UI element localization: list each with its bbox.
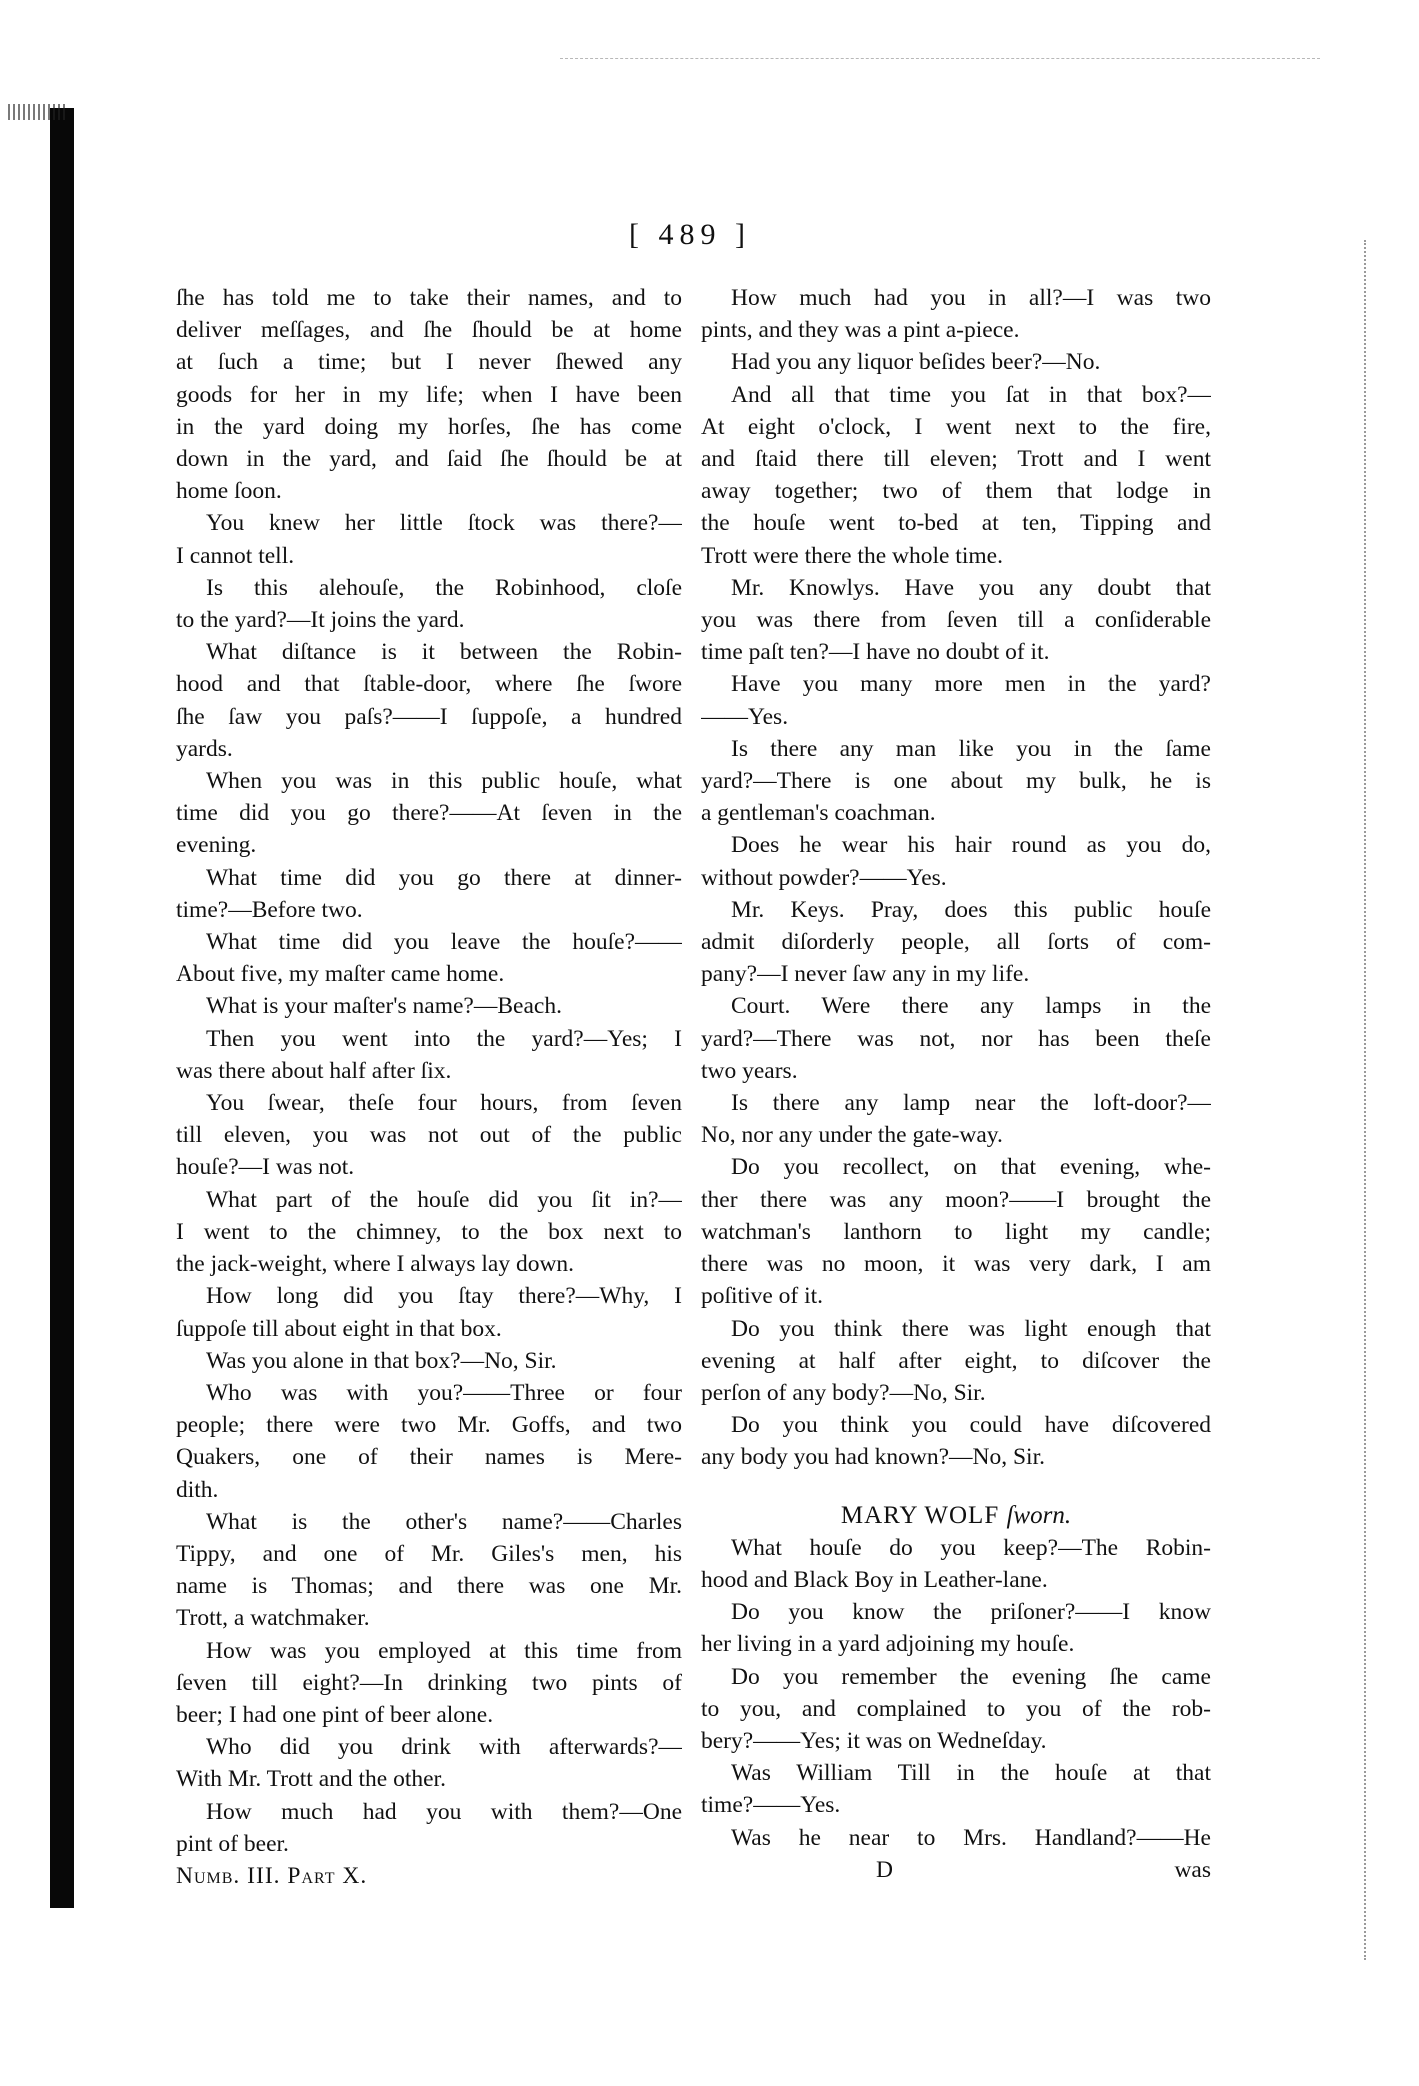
page-right-edge [1364, 240, 1366, 1960]
text-line: a gentleman's coachman. [701, 800, 936, 827]
text-line: pints, and they was a pint a-piece. [701, 317, 1020, 344]
text-line: bery?——Yes; it was on Wedneſday. [701, 1727, 1047, 1754]
text-line: time?—Before two. [176, 896, 363, 923]
part-number: Numb. III. Part X. [176, 1862, 368, 1889]
book-spine-shadow [50, 108, 74, 1908]
text-line: Does he wear his hair round as you do, [731, 832, 1211, 859]
text-line: Court. Were there any lamps in the [731, 993, 1211, 1020]
text-line: Do you remember the evening ſhe came [731, 1663, 1211, 1690]
text-line: ſuppoſe till about eight in that box. [176, 1315, 502, 1342]
text-line: without powder?——Yes. [701, 864, 947, 891]
text-line: No, nor any under the gate-way. [701, 1122, 1003, 1149]
text-line: perſon of any body?—No, Sir. [701, 1379, 986, 1406]
text-line: to the yard?—It joins the yard. [176, 607, 465, 634]
text-line: pany?—I never ſaw any in my life. [701, 961, 1030, 988]
text-line: the jack-weight, where I always lay down. [176, 1251, 575, 1278]
text-line: About five, my maſter came home. [176, 961, 505, 988]
text-line: Then you went into the yard?—Yes; I [206, 1025, 682, 1052]
catchword: was [1174, 1856, 1211, 1883]
text-line: at ſuch a time; but I never ſhewed any [176, 349, 682, 376]
page-number: [ 489 ] [629, 218, 751, 251]
text-line: ſhe has told me to take their names, and to [176, 285, 682, 311]
text-line: ſeven till eight?—In drinking two pints of [176, 1669, 682, 1696]
text-line: Quakers, one of their names is Mere- [176, 1444, 682, 1471]
text-line: time?——Yes. [701, 1792, 841, 1819]
footer-left [176, 1860, 682, 1892]
text-line: poſitive of it. [701, 1283, 824, 1310]
text-line: What is your maſter's name?—Beach. [206, 993, 562, 1020]
text-line: dith. [176, 1476, 219, 1503]
text-line: goods for her in my life; when I have been [176, 381, 682, 408]
text-line: beer; I had one pint of beer alone. [176, 1701, 494, 1728]
text-line: Trott were there the whole time. [701, 542, 1003, 569]
text-line: any body you had known?—No, Sir. [701, 1444, 1045, 1471]
text-line: How long did you ſtay there?—Why, I [206, 1283, 682, 1310]
right-column [701, 282, 1211, 1886]
text-line: I went to the chimney, to the box next to [176, 1218, 682, 1245]
spine-edge-marks [8, 104, 68, 120]
witness-sworn: ſworn. [1006, 1501, 1072, 1529]
text-line: ——Yes. [701, 703, 789, 730]
signature-mark: D [876, 1856, 893, 1883]
text-line: How much had you in all?—I was two [731, 285, 1211, 311]
text-line: was there about half after ſix. [176, 1057, 452, 1084]
left-column [176, 282, 682, 1892]
text-line: there was no moon, it was very dark, I am [701, 1251, 1211, 1278]
text-line: to you, and complained to you of the rob- [701, 1695, 1211, 1722]
text-line: What time did you go there at dinner- [206, 864, 682, 891]
text-line: With Mr. Trott and the other. [176, 1766, 446, 1793]
text-line: Do you know the priſoner?——I know [731, 1599, 1211, 1626]
text-line: till eleven, you was not out of the public [176, 1122, 682, 1149]
text-line: Had you any liquor beſides beer?—No. [731, 349, 1101, 376]
text-line: home ſoon. [176, 478, 282, 505]
text-line: Mr. Keys. Pray, does this public houſe [731, 896, 1211, 923]
section-gap [701, 1474, 1211, 1500]
text-line: What diſtance is it between the Robin- [206, 639, 682, 666]
text-line: Mr. Knowlys. Have you any doubt that [731, 574, 1211, 601]
text-line: You ſwear, theſe four hours, from ſeven [206, 1090, 682, 1117]
text-line: What part of the houſe did you ſit in?— [206, 1186, 682, 1213]
text-line: What time did you leave the houſe?—— [206, 929, 682, 956]
text-line: and ſtaid there till eleven; Trott and I went [701, 446, 1211, 473]
text-line: time paſt ten?—I have no doubt of it. [701, 639, 1050, 666]
text-line: Was he near to Mrs. Handland?——He [731, 1824, 1211, 1851]
text-line: You knew her little ſtock was there?— [206, 510, 682, 537]
text-line: Is there any lamp near the loft-door?— [731, 1090, 1211, 1117]
text-line: evening at half after eight, to diſcover the [701, 1347, 1211, 1374]
text-line: houſe?—I was not. [176, 1154, 355, 1181]
footer-right [701, 1854, 1211, 1886]
text-line: time did you go there?——At ſeven in the [176, 800, 682, 827]
text-line: hood and that ſtable-door, where ſhe ſwore [176, 671, 682, 698]
text-line: Do you recollect, on that evening, whe- [731, 1154, 1211, 1181]
text-line: yard?—There was not, nor has been theſe [701, 1025, 1211, 1052]
text-line: Tippy, and one of Mr. Giles's men, his [176, 1540, 682, 1567]
witness-heading [701, 1500, 1211, 1532]
text-line: admit diſorderly people, all ſorts of com- [701, 929, 1211, 956]
text-line: How much had you with them?—One [206, 1798, 682, 1825]
text-line: name is Thomas; and there was one Mr. [176, 1573, 682, 1600]
text-line: her living in a yard adjoining my houſe. [701, 1631, 1075, 1658]
text-line: you was there from ſeven till a conſiderable [701, 607, 1211, 634]
text-line: Do you think you could have diſcovered [731, 1412, 1211, 1439]
witness-name: MARY WOLF [840, 1501, 1000, 1529]
text-line: evening. [176, 832, 257, 859]
text-line: When you was in this public houſe, what [206, 768, 682, 795]
text-line: deliver meſſages, and ſhe ſhould be at home [176, 317, 682, 344]
text-line: away together; two of them that lodge in [701, 478, 1211, 505]
text-line: the houſe went to-bed at ten, Tipping and [701, 510, 1211, 537]
text-line: Who was with you?——Three or four [206, 1379, 682, 1406]
text-line: down in the yard, and ſaid ſhe ſhould be at [176, 446, 682, 473]
text-line: What houſe do you keep?—The Robin- [731, 1534, 1211, 1561]
text-line: How was you employed at this time from [206, 1637, 682, 1664]
text-line: I cannot tell. [176, 542, 295, 569]
text-line: Was William Till in the houſe at that [731, 1760, 1211, 1787]
text-line: Who did you drink with afterwards?— [206, 1734, 682, 1761]
text-line: And all that time you ſat in that box?— [731, 381, 1211, 408]
text-line: ſhe ſaw you paſs?——I ſuppoſe, a hundred [176, 703, 682, 730]
text-line: Is this alehouſe, the Robinhood, cloſe [206, 574, 682, 601]
text-line: Is there any man like you in the ſame [731, 735, 1211, 762]
page-top-edge [560, 58, 1320, 59]
text-line: yard?—There is one about my bulk, he is [701, 768, 1211, 795]
text-line: Was you alone in that box?—No, Sir. [206, 1347, 557, 1374]
text-line: Trott, a watchmaker. [176, 1605, 370, 1632]
text-line: At eight o'clock, I went next to the fire, [701, 413, 1211, 440]
text-line: What is the other's name?——Charles [206, 1508, 682, 1535]
text-line: watchman's lanthorn to light my candle; [701, 1218, 1211, 1245]
text-line: hood and Black Boy in Leather-lane. [701, 1566, 1048, 1593]
text-line: people; there were two Mr. Goffs, and two [176, 1412, 682, 1439]
text-line: ther there was any moon?——I brought the [701, 1186, 1211, 1213]
text-line: yards. [176, 735, 233, 762]
text-line: pint of beer. [176, 1830, 289, 1857]
text-line: Have you many more men in the yard? [731, 671, 1211, 698]
text-line: two years. [701, 1057, 798, 1084]
text-line: in the yard doing my horſes, ſhe has come [176, 413, 682, 440]
text-line: Do you think there was light enough that [731, 1315, 1211, 1342]
